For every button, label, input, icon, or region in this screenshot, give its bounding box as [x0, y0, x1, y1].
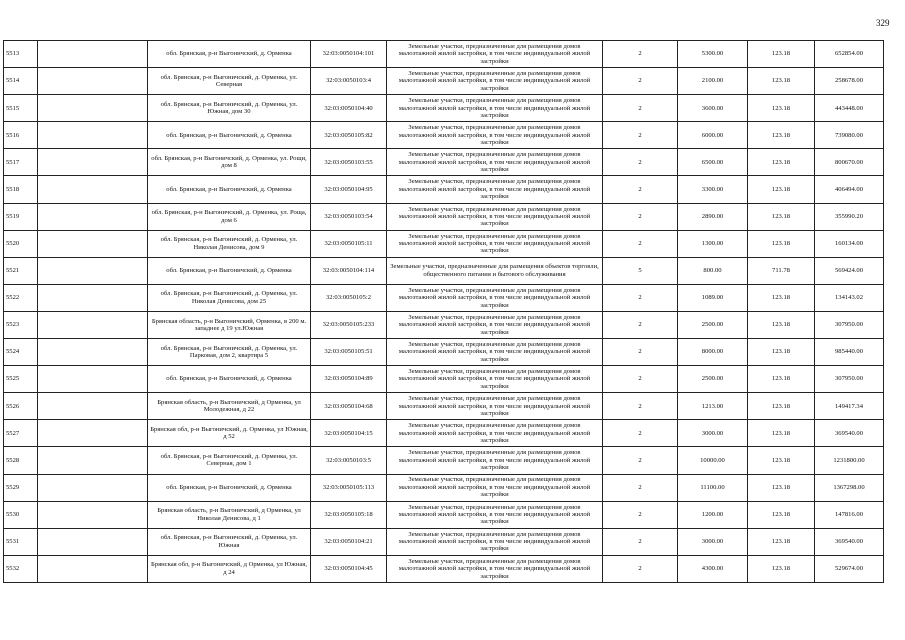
- empty-cell: [38, 474, 148, 501]
- group-cell: 2: [603, 555, 678, 582]
- row-number-cell: 5517: [4, 149, 38, 176]
- cadastral-number-cell: 32:03:0050105:11: [311, 230, 387, 257]
- land-use-cell: Земельные участки, предназначенные для размещения домов малоэтажной жилой застройки, в том числе индивидуальной жилой застройки: [387, 68, 603, 95]
- row-number-cell: 5527: [4, 420, 38, 447]
- land-use-cell: Земельные участки, предназначенные для размещения домов малоэтажной жилой застройки, в том числе индивидуальной жилой застройки: [387, 176, 603, 203]
- table-row: [4, 257, 884, 284]
- specific-value-cell: 123.18: [748, 528, 815, 555]
- cadastral-number-cell: 32:03:0050104:89: [311, 366, 387, 393]
- group-cell: 2: [603, 68, 678, 95]
- table-row: [4, 339, 884, 366]
- empty-cell: [38, 176, 148, 203]
- address-cell: обл. Брянская, р-н Выгоничский, д. Орменка: [148, 257, 311, 284]
- table-body: [4, 41, 884, 583]
- table-row: [4, 474, 884, 501]
- land-use-cell: Земельные участки, предназначенные для размещения домов малоэтажной жилой застройки, в том числе индивидуальной жилой застройки: [387, 311, 603, 338]
- empty-cell: [38, 284, 148, 311]
- empty-cell: [38, 366, 148, 393]
- area-cell: 3000.00: [678, 420, 748, 447]
- cadastral-number-cell: 32:03:0050104:101: [311, 41, 387, 68]
- group-cell: 2: [603, 41, 678, 68]
- cadastral-number-cell: 32:03:0050104:45: [311, 555, 387, 582]
- specific-value-cell: 123.18: [748, 95, 815, 122]
- group-cell: 2: [603, 474, 678, 501]
- empty-cell: [38, 203, 148, 230]
- specific-value-cell: 123.18: [748, 41, 815, 68]
- area-cell: 2500.00: [678, 311, 748, 338]
- specific-value-cell: 123.18: [748, 284, 815, 311]
- address-cell: обл. Брянская, р-н Выгоничский, д. Орменка, ул. Николая Денисова, дом 9: [148, 230, 311, 257]
- address-cell: обл. Брянская, р-н Выгоничский, д. Орменка, ул. Северная, дом 1: [148, 447, 311, 474]
- cadastral-number-cell: 32:03:0050104:114: [311, 257, 387, 284]
- specific-value-cell: 123.18: [748, 230, 815, 257]
- empty-cell: [38, 501, 148, 528]
- area-cell: 6000.00: [678, 122, 748, 149]
- specific-value-cell: 123.18: [748, 176, 815, 203]
- address-cell: Брянская обл, р-н Выгоничский, д. Орменка, ул Южная, д 52: [148, 420, 311, 447]
- table-row: [4, 149, 884, 176]
- table-row: [4, 447, 884, 474]
- specific-value-cell: 123.18: [748, 420, 815, 447]
- cadastral-value-cell: 369540.00: [815, 528, 884, 555]
- address-cell: обл. Брянская, р-н Выгоничский, д. Орменка: [148, 474, 311, 501]
- group-cell: 2: [603, 339, 678, 366]
- group-cell: 2: [603, 176, 678, 203]
- row-number-cell: 5516: [4, 122, 38, 149]
- group-cell: 2: [603, 528, 678, 555]
- row-number-cell: 5528: [4, 447, 38, 474]
- cadastral-value-cell: 985440.00: [815, 339, 884, 366]
- land-use-cell: Земельные участки, предназначенные для размещения домов малоэтажной жилой застройки, в том числе индивидуальной жилой застройки: [387, 501, 603, 528]
- cadastral-number-cell: 32:03:0050103:5: [311, 447, 387, 474]
- row-number-cell: 5519: [4, 203, 38, 230]
- land-use-cell: Земельные участки, предназначенные для размещения домов малоэтажной жилой застройки, в том числе индивидуальной жилой застройки: [387, 393, 603, 420]
- group-cell: 2: [603, 420, 678, 447]
- area-cell: 11100.00: [678, 474, 748, 501]
- cadastral-value-cell: 307950.00: [815, 366, 884, 393]
- area-cell: 1213.00: [678, 393, 748, 420]
- cadastral-number-cell: 32:03:0050105:113: [311, 474, 387, 501]
- land-use-cell: Земельные участки, предназначенные для размещения домов малоэтажной жилой застройки, в том числе индивидуальной жилой застройки: [387, 122, 603, 149]
- table-row: [4, 501, 884, 528]
- address-cell: обл. Брянская, р-н Выгоничский, д. Орменка, ул. Рощи, дом 8: [148, 149, 311, 176]
- row-number-cell: 5520: [4, 230, 38, 257]
- specific-value-cell: 123.18: [748, 501, 815, 528]
- row-number-cell: 5531: [4, 528, 38, 555]
- table-row: [4, 420, 884, 447]
- address-cell: обл. Брянская, р-н Выгоничский, д. Орменка, ул. Роща, дом 6: [148, 203, 311, 230]
- specific-value-cell: 123.18: [748, 122, 815, 149]
- address-cell: Брянская область, р-н Выгоничский, д Орменка, ул Молодежная, д 22: [148, 393, 311, 420]
- cadastral-value-cell: 800670.00: [815, 149, 884, 176]
- cadastral-value-cell: 307950.00: [815, 311, 884, 338]
- cadastral-number-cell: 32:03:0050103:4: [311, 68, 387, 95]
- empty-cell: [38, 447, 148, 474]
- table-row: [4, 122, 884, 149]
- specific-value-cell: 123.18: [748, 393, 815, 420]
- land-use-cell: Земельные участки, предназначенные для размещения домов малоэтажной жилой застройки, в том числе индивидуальной жилой застройки: [387, 528, 603, 555]
- row-number-cell: 5526: [4, 393, 38, 420]
- table-row: [4, 393, 884, 420]
- area-cell: 10000.00: [678, 447, 748, 474]
- area-cell: 2890.00: [678, 203, 748, 230]
- group-cell: 2: [603, 122, 678, 149]
- table-row: [4, 230, 884, 257]
- land-use-cell: Земельные участки, предназначенные для размещения объектов торговли, общественного питания и бытового обслуживания: [387, 257, 603, 284]
- cadastral-number-cell: 32:03:0050103:55: [311, 149, 387, 176]
- row-number-cell: 5522: [4, 284, 38, 311]
- cadastral-value-cell: 149417.34: [815, 393, 884, 420]
- cadastral-number-cell: 32:03:0050105:2: [311, 284, 387, 311]
- area-cell: 3300.00: [678, 176, 748, 203]
- area-cell: 2500.00: [678, 366, 748, 393]
- group-cell: 2: [603, 284, 678, 311]
- cadastral-value-cell: 134143.02: [815, 284, 884, 311]
- cadastral-number-cell: 32:03:0050103:54: [311, 203, 387, 230]
- cadastral-number-cell: 32:03:0050104:21: [311, 528, 387, 555]
- table-row: [4, 284, 884, 311]
- area-cell: 8000.00: [678, 339, 748, 366]
- land-use-cell: Земельные участки, предназначенные для размещения домов малоэтажной жилой застройки, в том числе индивидуальной жилой застройки: [387, 474, 603, 501]
- specific-value-cell: 123.18: [748, 311, 815, 338]
- area-cell: 1200.00: [678, 501, 748, 528]
- table-row: [4, 366, 884, 393]
- group-cell: 2: [603, 393, 678, 420]
- cadastral-value-cell: 739080.00: [815, 122, 884, 149]
- row-number-cell: 5521: [4, 257, 38, 284]
- empty-cell: [38, 149, 148, 176]
- group-cell: 2: [603, 501, 678, 528]
- cadastral-number-cell: 32:03:0050104:15: [311, 420, 387, 447]
- cadastral-value-cell: 147816.00: [815, 501, 884, 528]
- group-cell: 2: [603, 230, 678, 257]
- empty-cell: [38, 420, 148, 447]
- group-cell: 2: [603, 311, 678, 338]
- empty-cell: [38, 257, 148, 284]
- land-use-cell: Земельные участки, предназначенные для размещения домов малоэтажной жилой застройки, в том числе индивидуальной жилой застройки: [387, 95, 603, 122]
- specific-value-cell: 123.18: [748, 447, 815, 474]
- area-cell: 3000.00: [678, 528, 748, 555]
- cadastral-number-cell: 32:03:0050104:68: [311, 393, 387, 420]
- cadastral-value-cell: 258678.00: [815, 68, 884, 95]
- cadastral-value-cell: 652854.00: [815, 41, 884, 68]
- row-number-cell: 5525: [4, 366, 38, 393]
- address-cell: обл. Брянская, р-н Выгоничский, д. Орменка: [148, 122, 311, 149]
- empty-cell: [38, 122, 148, 149]
- row-number-cell: 5514: [4, 68, 38, 95]
- empty-cell: [38, 555, 148, 582]
- land-use-cell: Земельные участки, предназначенные для размещения домов малоэтажной жилой застройки, в том числе индивидуальной жилой застройки: [387, 555, 603, 582]
- specific-value-cell: 123.18: [748, 203, 815, 230]
- specific-value-cell: 123.18: [748, 339, 815, 366]
- specific-value-cell: 123.18: [748, 366, 815, 393]
- cadastral-number-cell: 32:03:0050105:18: [311, 501, 387, 528]
- empty-cell: [38, 339, 148, 366]
- table-row: [4, 555, 884, 582]
- row-number-cell: 5532: [4, 555, 38, 582]
- address-cell: Брянская область, р-н Выгоничский, д Орменка, ул Николая Денисова, д 1: [148, 501, 311, 528]
- cadastral-number-cell: 32:03:0050105:82: [311, 122, 387, 149]
- cadastral-value-cell: 355990.20: [815, 203, 884, 230]
- area-cell: 5300.00: [678, 41, 748, 68]
- group-cell: 5: [603, 257, 678, 284]
- address-cell: Брянская обл, р-н Выгоничский, д Орменка, ул Южная, д 24: [148, 555, 311, 582]
- row-number-cell: 5513: [4, 41, 38, 68]
- address-cell: обл. Брянская, р-н Выгоничский, д. Орменка: [148, 41, 311, 68]
- area-cell: 2100.00: [678, 68, 748, 95]
- land-use-cell: Земельные участки, предназначенные для размещения домов малоэтажной жилой застройки, в том числе индивидуальной жилой застройки: [387, 149, 603, 176]
- land-use-cell: Земельные участки, предназначенные для размещения домов малоэтажной жилой застройки, в том числе индивидуальной жилой застройки: [387, 203, 603, 230]
- table-row: [4, 311, 884, 338]
- cadastral-value-cell: 369540.00: [815, 420, 884, 447]
- address-cell: обл. Брянская, р-н Выгоничский, д. Орменка, ул. Николая Денисова, дом 25: [148, 284, 311, 311]
- row-number-cell: 5523: [4, 311, 38, 338]
- address-cell: обл. Брянская, р-н Выгоничский, д. Орменка, ул. Северная: [148, 68, 311, 95]
- specific-value-cell: 123.18: [748, 149, 815, 176]
- address-cell: обл. Брянская, р-н Выгоничский, д. Орменка: [148, 366, 311, 393]
- cadastral-value-cell: 443448.00: [815, 95, 884, 122]
- cadastral-value-cell: 1231800.00: [815, 447, 884, 474]
- area-cell: 4300.00: [678, 555, 748, 582]
- table-row: [4, 68, 884, 95]
- page-number: 329: [876, 18, 890, 28]
- cadastral-value-cell: 160134.00: [815, 230, 884, 257]
- specific-value-cell: 123.18: [748, 555, 815, 582]
- empty-cell: [38, 230, 148, 257]
- table-row: [4, 528, 884, 555]
- area-cell: 800.00: [678, 257, 748, 284]
- group-cell: 2: [603, 366, 678, 393]
- empty-cell: [38, 95, 148, 122]
- empty-cell: [38, 311, 148, 338]
- area-cell: 1089.00: [678, 284, 748, 311]
- empty-cell: [38, 41, 148, 68]
- empty-cell: [38, 528, 148, 555]
- cadastral-value-cell: 529674.00: [815, 555, 884, 582]
- cadastral-value-cell: 406494.00: [815, 176, 884, 203]
- land-use-cell: Земельные участки, предназначенные для размещения домов малоэтажной жилой застройки, в том числе индивидуальной жилой застройки: [387, 339, 603, 366]
- table-row: [4, 176, 884, 203]
- cadastral-number-cell: 32:03:0050104:95: [311, 176, 387, 203]
- cadastral-value-cell: 1367298.00: [815, 474, 884, 501]
- land-use-cell: Земельные участки, предназначенные для размещения домов малоэтажной жилой застройки, в том числе индивидуальной жилой застройки: [387, 420, 603, 447]
- land-use-cell: Земельные участки, предназначенные для размещения домов малоэтажной жилой застройки, в том числе индивидуальной жилой застройки: [387, 230, 603, 257]
- row-number-cell: 5518: [4, 176, 38, 203]
- land-use-cell: Земельные участки, предназначенные для размещения домов малоэтажной жилой застройки, в том числе индивидуальной жилой застройки: [387, 284, 603, 311]
- specific-value-cell: 123.18: [748, 474, 815, 501]
- address-cell: Брянская область, р-н Выгоничский, Орменка, в 200 м. западнее д 19 ул.Южная: [148, 311, 311, 338]
- area-cell: 6500.00: [678, 149, 748, 176]
- empty-cell: [38, 393, 148, 420]
- row-number-cell: 5530: [4, 501, 38, 528]
- row-number-cell: 5529: [4, 474, 38, 501]
- address-cell: обл. Брянская, р-н Выгоничский, д. Орменка, ул. Южная: [148, 528, 311, 555]
- land-use-cell: Земельные участки, предназначенные для размещения домов малоэтажной жилой застройки, в том числе индивидуальной жилой застройки: [387, 366, 603, 393]
- group-cell: 2: [603, 95, 678, 122]
- table-row: [4, 203, 884, 230]
- area-cell: 1300.00: [678, 230, 748, 257]
- address-cell: обл. Брянская, р-н Выгоничский, д. Орменка, ул. Южная, дом 30: [148, 95, 311, 122]
- land-registry-table: [3, 40, 884, 583]
- group-cell: 2: [603, 203, 678, 230]
- empty-cell: [38, 68, 148, 95]
- cadastral-number-cell: 32:03:0050105:233: [311, 311, 387, 338]
- specific-value-cell: 123.18: [748, 68, 815, 95]
- address-cell: обл. Брянская, р-н Выгоничский, д. Орменка, ул. Парковая, дом 2, квартира 5: [148, 339, 311, 366]
- specific-value-cell: 711.78: [748, 257, 815, 284]
- group-cell: 2: [603, 149, 678, 176]
- land-use-cell: Земельные участки, предназначенные для размещения домов малоэтажной жилой застройки, в том числе индивидуальной жилой застройки: [387, 447, 603, 474]
- group-cell: 2: [603, 447, 678, 474]
- table-row: [4, 95, 884, 122]
- address-cell: обл. Брянская, р-н Выгоничский, д. Орменка: [148, 176, 311, 203]
- row-number-cell: 5515: [4, 95, 38, 122]
- table-row: [4, 41, 884, 68]
- row-number-cell: 5524: [4, 339, 38, 366]
- area-cell: 3600.00: [678, 95, 748, 122]
- cadastral-number-cell: 32:03:0050105:51: [311, 339, 387, 366]
- cadastral-value-cell: 569424.00: [815, 257, 884, 284]
- land-use-cell: Земельные участки, предназначенные для размещения домов малоэтажной жилой застройки, в том числе индивидуальной жилой застройки: [387, 41, 603, 68]
- cadastral-number-cell: 32:03:0050104:40: [311, 95, 387, 122]
